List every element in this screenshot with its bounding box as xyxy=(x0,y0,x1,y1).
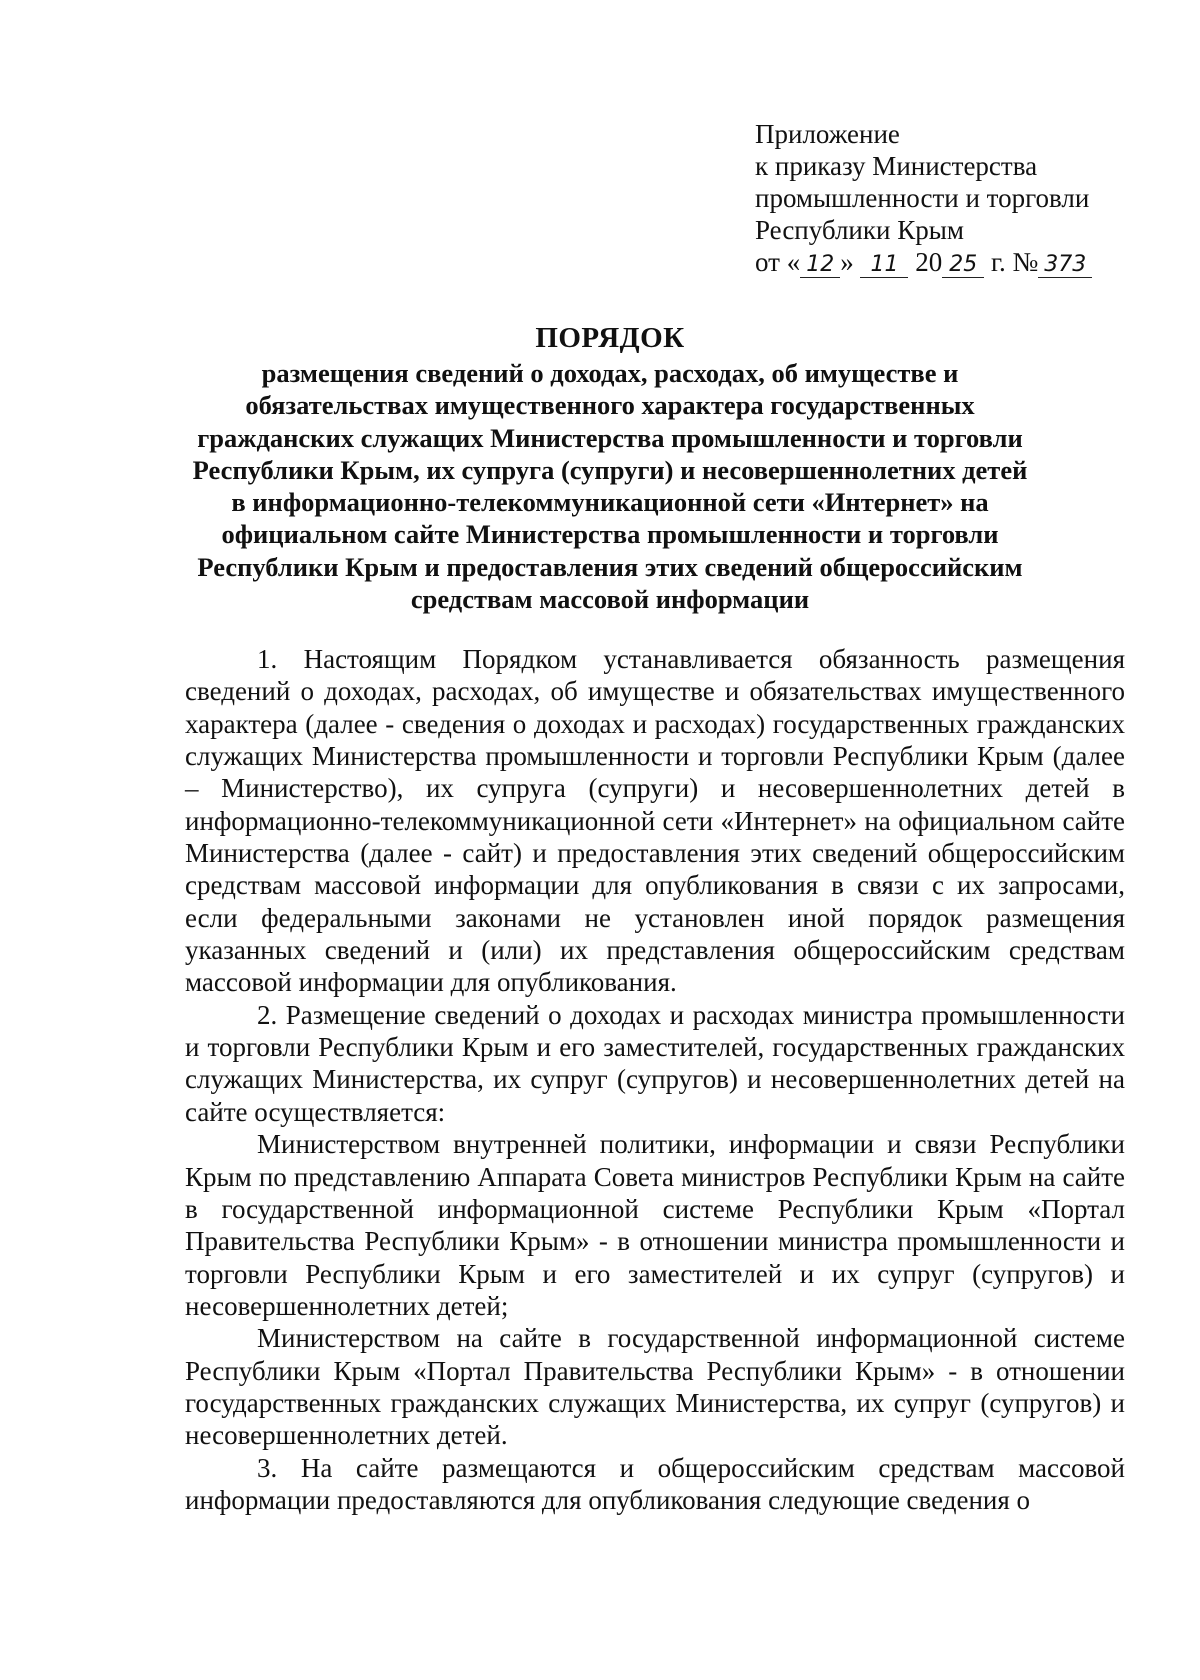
date-year-prefix: 20 xyxy=(908,247,943,277)
paragraph: 1. Настоящим Порядком устанавливается обязанность размещения сведений о доходах, расходах, об имуществе и обязательствах имущественного характера (далее - сведения о доходах и расходах) государственных гражданских служащих Министерства промышленности и торговли Республики Крым (далее – Министерство), их супруга (супруги) и несовершеннолетних детей в информационно-телекоммуникационной сети «Интернет» на официальном сайте Министерства (далее - сайт) и предоставления этих сведений общероссийским средствам массовой информации для опубликования в связи с их запросами, если федеральными законами не установлен иной порядок размещения указанных сведений и (или) их представления общероссийским средствам массовой информации для опубликования. xyxy=(185,644,1125,998)
handwritten-year: 25 xyxy=(942,253,984,278)
handwritten-order-number: 373 xyxy=(1038,253,1092,278)
appendix-line: Приложение xyxy=(755,119,900,149)
document-title: ПОРЯДОК xyxy=(535,322,685,354)
appendix-line: к приказу Министерства xyxy=(755,151,1038,181)
appendix-line: промышленности и торговли xyxy=(755,183,1090,213)
document-body xyxy=(185,643,1125,1516)
handwritten-day: 12 xyxy=(800,253,840,278)
paragraph: 3. На сайте размещаются и общероссийским средствам массовой информации предоставляются для опубликования следующие сведения о xyxy=(185,1452,1125,1515)
number-prefix: г. № xyxy=(984,247,1039,277)
appendix-block xyxy=(755,118,1175,278)
date-mid: » xyxy=(840,247,861,277)
appendix-line: Республики Крым xyxy=(755,215,964,245)
paragraph: Министерством на сайте в государственной информационной системе Республики Крым «Портал Правительства Республики Крым» - в отношении государственных гражданских служащих Министерства, их супруг (супругов) и несовершеннолетних детей. xyxy=(185,1323,1125,1451)
paragraph: Министерством внутренней политики, информации и связи Республики Крым по представлению Аппарата Совета министров Республики Крым на сайте в государственной информационной системе Республики Крым «Портал Правительства Республики Крым» - в отношении министра промышленности и торговли Республики Крым и его заместителей и их супруг (супругов) и несовершеннолетних детей; xyxy=(185,1129,1125,1321)
handwritten-month: 11 xyxy=(860,253,908,278)
document-subtitle: размещения сведений о доходах, расходах, об имуществе и обязательствах имущественного характера государственных гражданских служащих Министерства промышленности и торговли Республики Крым, их супруга (супруги) и несовершеннолетних детей в информационно-телекоммуникационной сети «Интернет» на официальном сайте Министерства промышленности и торговли Республики Крым и предоставления этих сведений общероссийским средствам массовой информации xyxy=(192,358,1028,615)
paragraph: 2. Размещение сведений о доходах и расходах министра промышленности и торговли Республики Крым и его заместителей, государственных гражданских служащих Министерства, их супруг (супругов) и несовершеннолетних детей на сайте осуществляется: xyxy=(185,999,1125,1127)
order-date-line xyxy=(755,246,1175,278)
date-prefix: от « xyxy=(755,247,801,277)
